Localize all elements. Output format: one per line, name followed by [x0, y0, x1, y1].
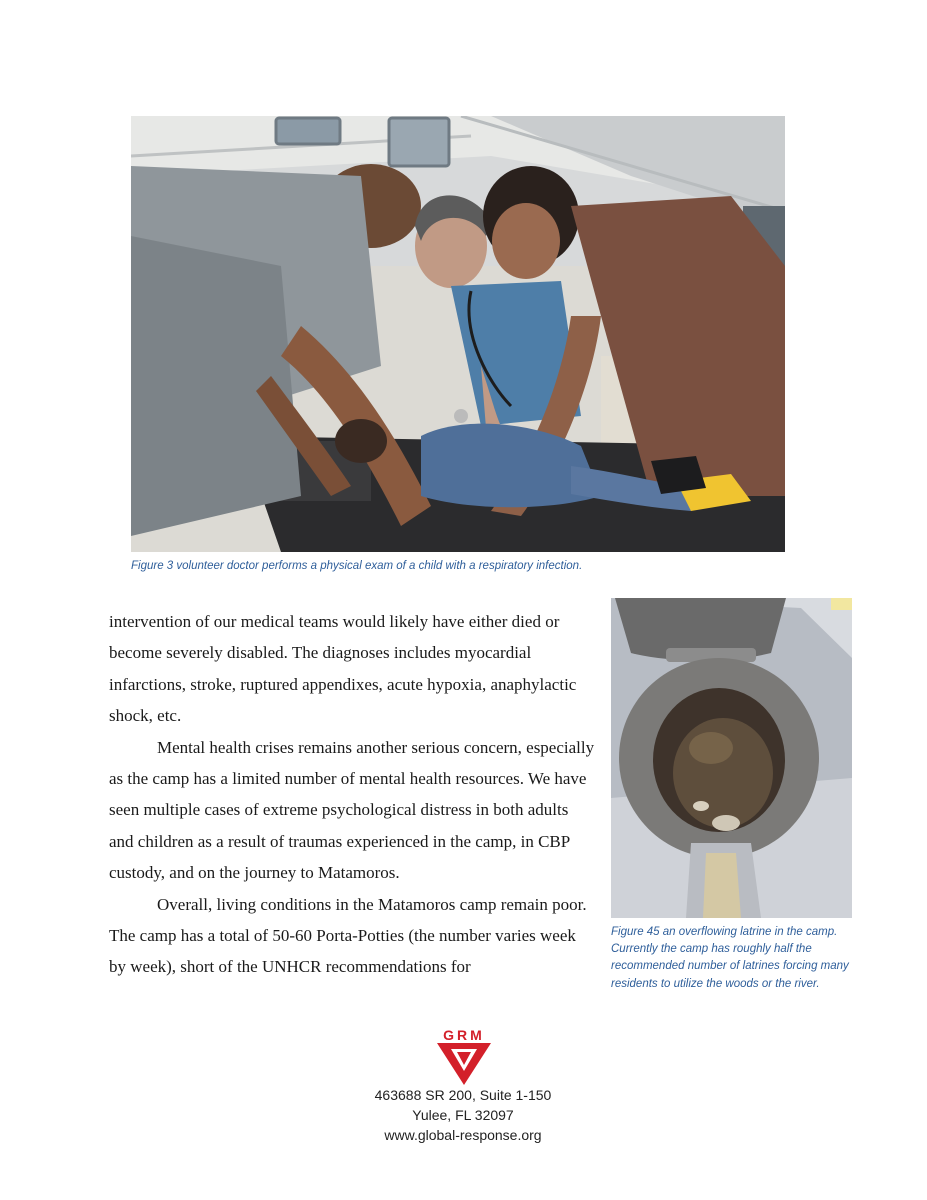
- logo-text: GRM: [443, 1027, 485, 1043]
- figure-45-caption: Figure 45 an overflowing latrine in the camp. Currently the camp has roughly half the recommended number of latrines forcing many residents to utilize the woods or the river.: [611, 926, 849, 990]
- figure-3-caption: Figure 3 volunteer doctor performs a physical exam of a child with a respiratory infection.: [131, 560, 583, 572]
- paragraph-1: intervention of our medical teams would likely have either died or become severely disabled. The diagnoses includes myocardial infarctions, stroke, ruptured appendixes, acute hypoxia, anaphylactic shock, etc.: [109, 612, 577, 726]
- figure-3-photo: [131, 116, 785, 552]
- figure-45-photo: [611, 598, 852, 918]
- address-line-2: Yulee, FL 32097: [412, 1107, 514, 1123]
- address-line-1: 463688 SR 200, Suite 1-150: [374, 1087, 552, 1103]
- grm-logo: [435, 1027, 493, 1087]
- body-text: [109, 606, 597, 983]
- paragraph-3: Overall, living conditions in the Matamoros camp remain poor. The camp has a total of 50-60 Porta-Potties (the number varies week by week), short of the UNHCR recommendations for: [109, 894, 587, 977]
- website-link[interactable]: www.global-response.org: [384, 1127, 542, 1143]
- paragraph-2: Mental health crises remains another serious concern, especially as the camp has a limited number of mental health resources. We have seen multiple cases of extreme psychological distress in both adults and children as a result of traumas experienced in the camp, in CBP custody, and on the journey to Matamoros.: [109, 737, 595, 883]
- footer-address: [313, 1085, 613, 1145]
